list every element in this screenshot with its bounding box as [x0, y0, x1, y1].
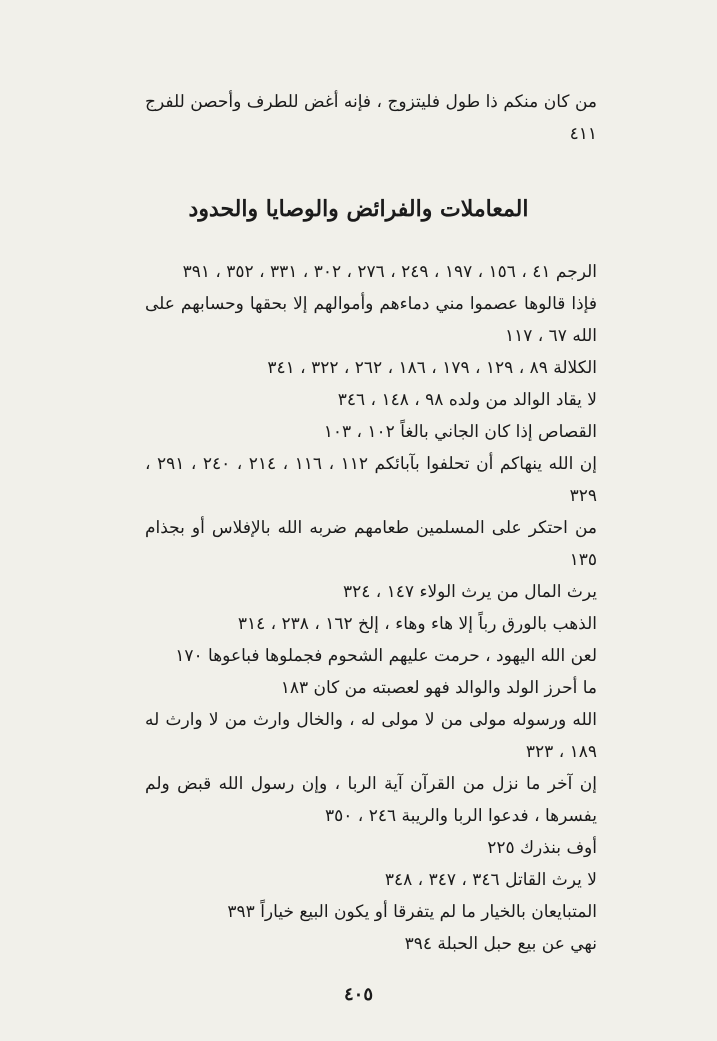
- index-entry: الكلالة ٨٩ ، ١٢٩ ، ١٧٩ ، ١٨٦ ، ٢٦٢ ، ٣٢٢ ، ٣٤١: [267, 358, 597, 378]
- index-entries: [145, 256, 597, 960]
- index-entry: القصاص إذا كان الجاني بالغاً ١٠٢ ، ١٠٣: [323, 422, 597, 442]
- index-entry: نهي عن بيع حبل الحبلة ٣٩٤: [404, 934, 597, 954]
- index-entry: الله ورسوله مولى من لا مولى له ، والخال وارث من لا وارث له ١٨٩ ، ٣٢٣: [145, 710, 597, 762]
- index-entry: ما أحرز الولد والوالد فهو لعصبته من كان ١٨٣: [280, 678, 597, 698]
- index-entry: لا يرث القاتل ٣٤٦ ، ٣٤٧ ، ٣٤٨: [384, 870, 597, 890]
- index-entry: يرث المال من يرث الولاء ١٤٧ ، ٣٢٤: [342, 582, 597, 602]
- page-number: ٤٠٥: [343, 984, 373, 1005]
- index-entry: إن آخر ما نزل من القرآن آية الربا ، وإن رسول الله قبض ولم يفسرها ، فدعوا الربا والريبة ٢٤٦ ، ٣٥٠: [145, 774, 597, 826]
- intro-text: من كان منكم ذا طول فليتزوج ، فإنه أغض للطرف وأحصن للفرج ٤١١: [145, 92, 597, 144]
- index-entry: أوف بنذرك ٢٢٥: [487, 838, 597, 858]
- index-entry: الرجم ٤١ ، ١٥٦ ، ١٩٧ ، ٢٤٩ ، ٢٧٦ ، ٣٠٢ ، ٣٣١ ، ٣٥٢ ، ٣٩١: [182, 262, 597, 282]
- index-entry: إن الله ينهاكم أن تحلفوا بآبائكم ١١٢ ، ١١٦ ، ٢١٤ ، ٢٤٠ ، ٢٩١ ، ٣٢٩: [145, 454, 597, 506]
- index-entry: من احتكر على المسلمين طعامهم ضربه الله بالإفلاس أو بجذام ١٣٥: [145, 518, 597, 570]
- index-entry: لعن الله اليهود ، حرمت عليهم الشحوم فجملوها فباعوها ١٧٠: [175, 646, 597, 666]
- index-entry: المتبايعان بالخيار ما لم يتفرقا أو يكون البيع خياراً ٣٩٣: [227, 902, 597, 922]
- index-entry: لا يقاد الوالد من ولده ٩٨ ، ١٤٨ ، ٣٤٦: [337, 390, 597, 410]
- intro-paragraph: [145, 86, 597, 150]
- index-entry: فإذا قالوها عصموا مني دماءهم وأموالهم إلا بحقها وحسابهم على الله ٦٧ ، ١١٧: [145, 294, 597, 346]
- index-entry: الذهب بالورق رباً إلا هاء وهاء ، إلخ ١٦٢ ، ٢٣٨ ، ٣١٤: [237, 614, 597, 634]
- section-title: المعاملات والفرائض والوصايا والحدود: [188, 196, 529, 222]
